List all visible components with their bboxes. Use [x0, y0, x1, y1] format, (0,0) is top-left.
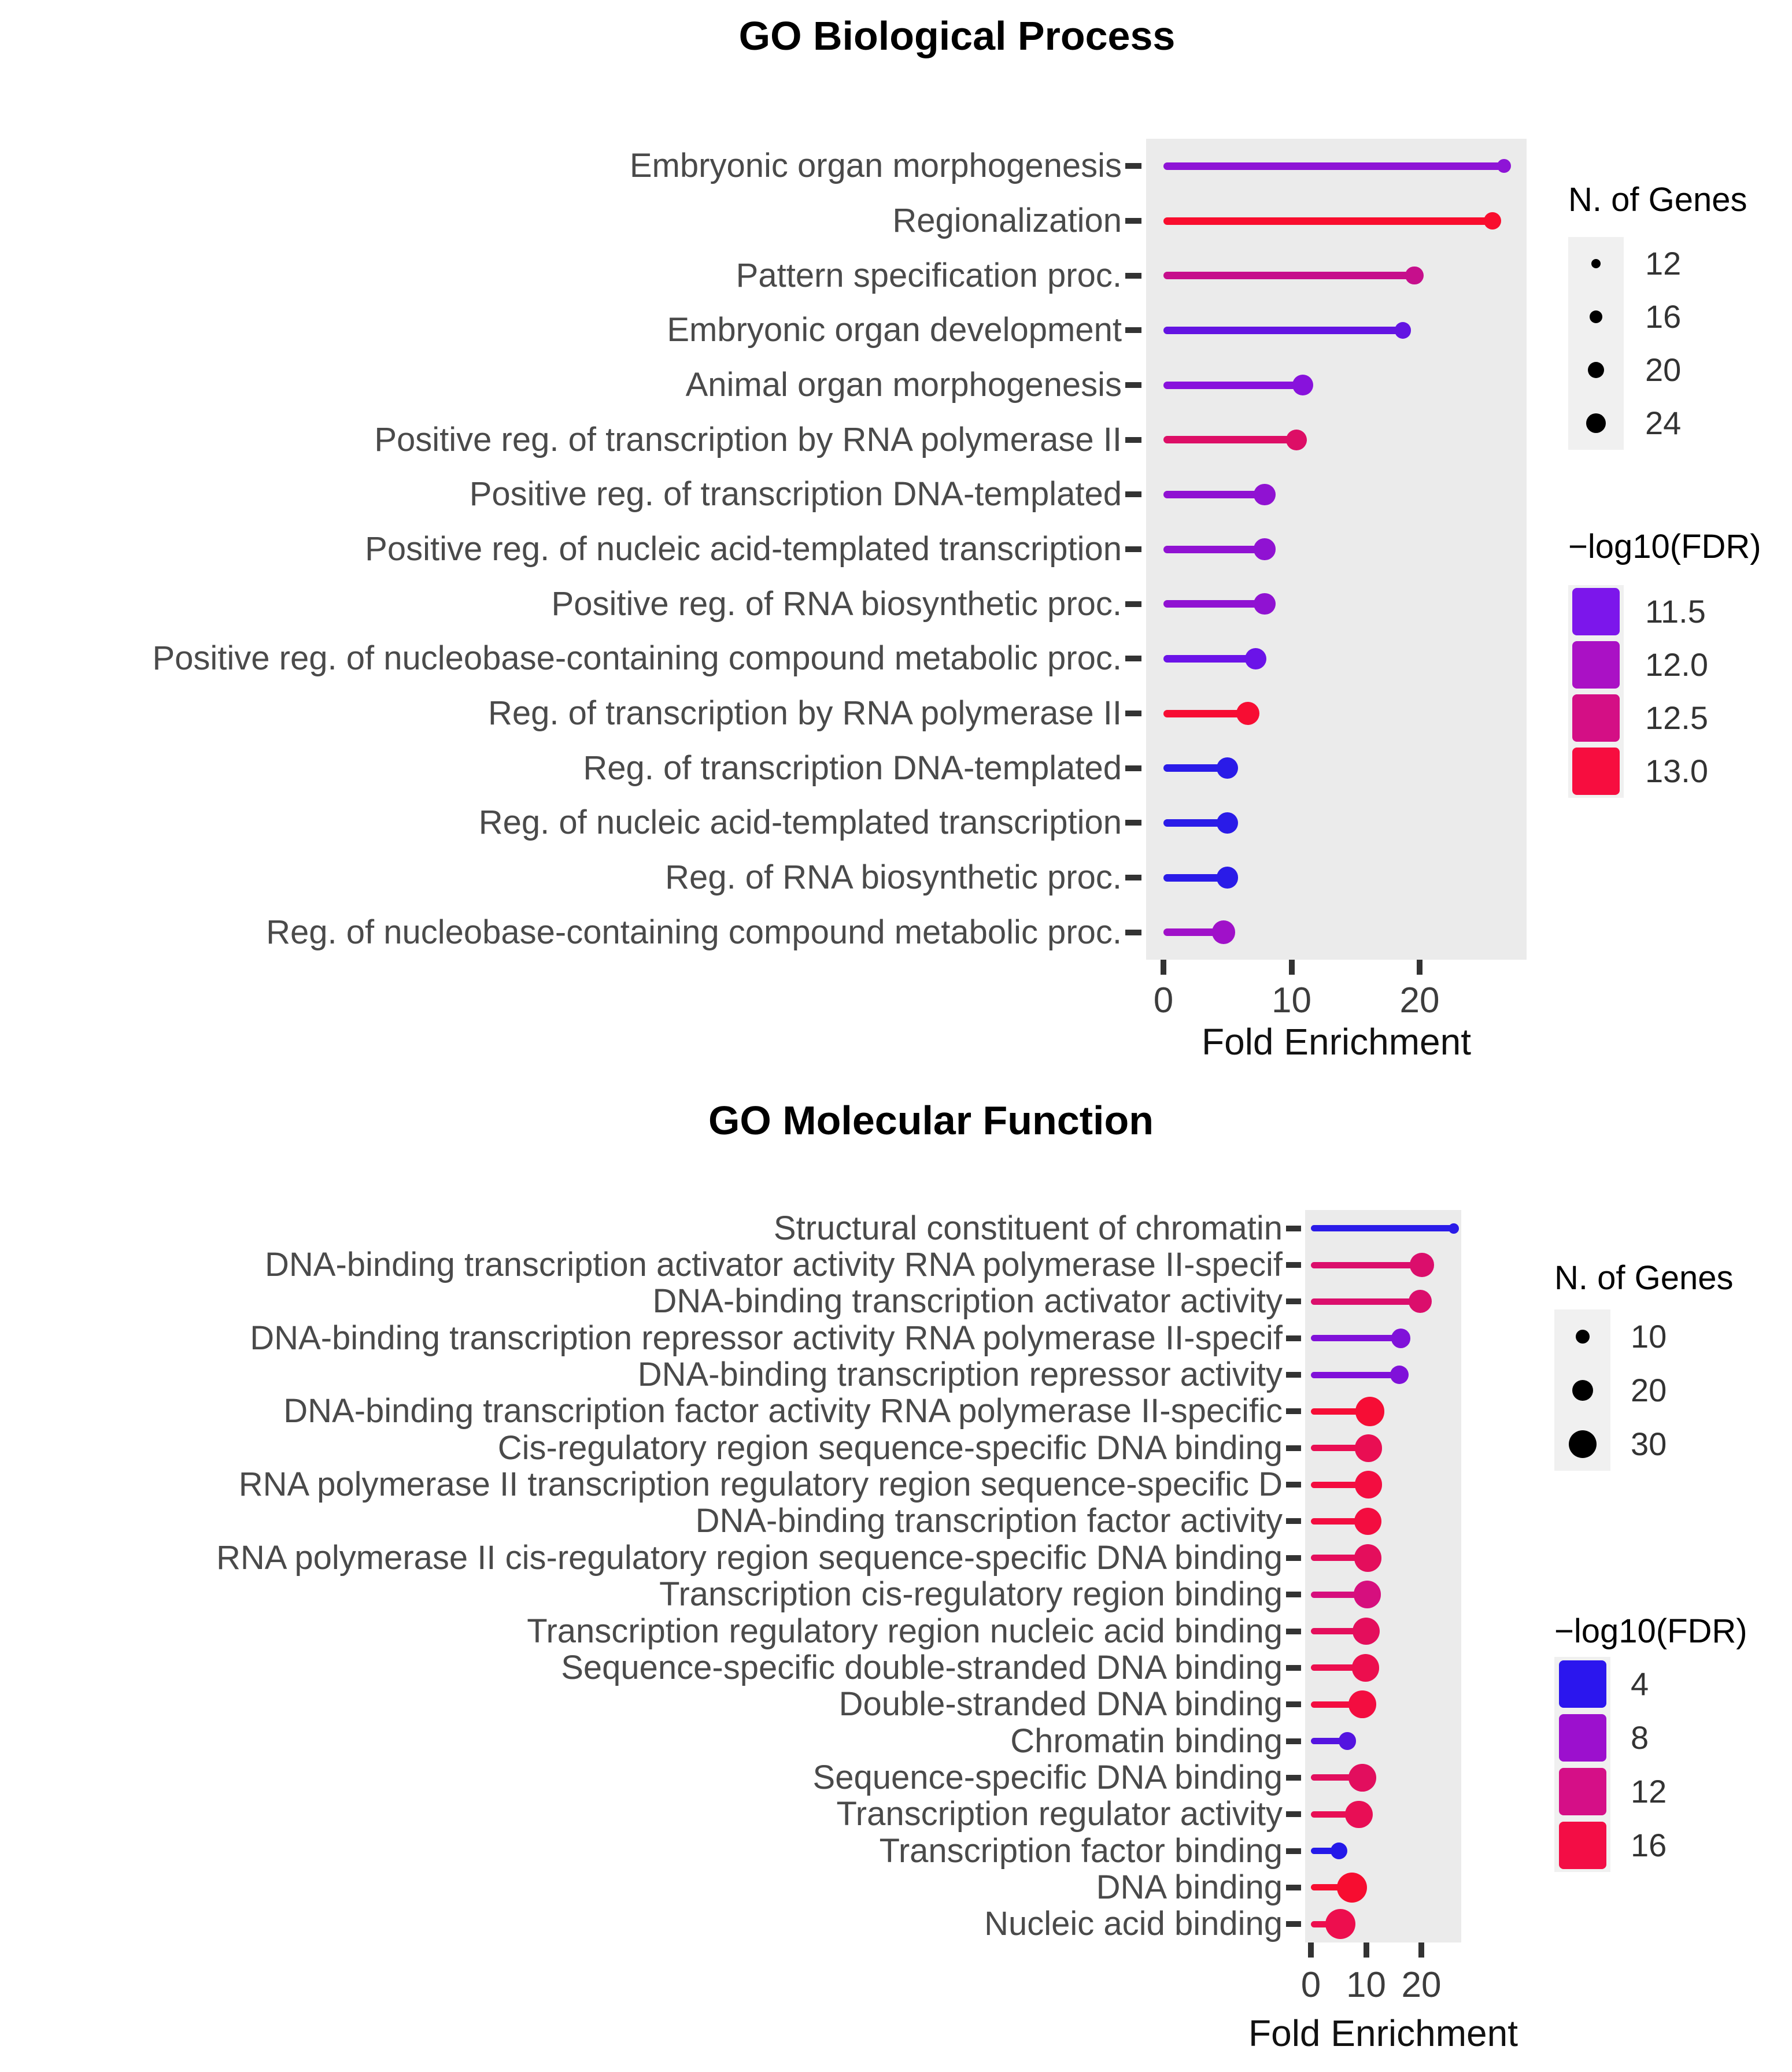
category-label: Chromatin binding — [1010, 1722, 1283, 1760]
lollipop-dot — [1355, 1471, 1383, 1498]
category-label: Structural constituent of chromatin — [773, 1209, 1283, 1247]
x-tick-mark — [1418, 1942, 1424, 1958]
color-legend-label: 8 — [1631, 1719, 1649, 1756]
size-legend-label: 16 — [1645, 298, 1682, 335]
color-legend-swatch — [1572, 748, 1620, 795]
lollipop-dot — [1286, 430, 1307, 450]
lollipop-dot — [1354, 1581, 1381, 1608]
category-label: DNA-binding transcription factor activity RNA polymerase II-specific — [283, 1392, 1283, 1430]
category-label: Regionalization — [892, 202, 1122, 239]
y-tick-mark — [1125, 382, 1141, 388]
lollipop-stick — [1163, 162, 1504, 170]
category-label: DNA-binding transcription factor activity — [695, 1502, 1283, 1540]
lollipop-dot — [1354, 1544, 1382, 1572]
size-legend-dot — [1572, 1380, 1593, 1401]
lollipop-stick — [1163, 655, 1255, 663]
lollipop-dot — [1254, 538, 1275, 560]
category-label: Positive reg. of nucleobase-containing compound metabolic proc. — [152, 639, 1122, 678]
y-tick-mark — [1125, 711, 1141, 716]
lollipop-dot — [1409, 1290, 1432, 1313]
color-legend-swatch — [1559, 1822, 1606, 1869]
x-tick-label: 0 — [1300, 1965, 1321, 2005]
y-tick-mark — [1125, 218, 1141, 224]
x-tick-mark — [1308, 1942, 1314, 1958]
y-tick-mark — [1125, 930, 1141, 935]
category-label: Sequence-specific DNA binding — [812, 1758, 1283, 1796]
lollipop-stick — [1163, 491, 1265, 498]
y-tick-mark — [1286, 1298, 1301, 1304]
color-legend-title: −log10(FDR) — [1554, 1612, 1747, 1650]
y-tick-mark — [1286, 1226, 1301, 1231]
y-tick-mark — [1286, 1811, 1301, 1817]
y-tick-mark — [1125, 656, 1141, 661]
lollipop-stick — [1163, 272, 1414, 279]
category-label: Transcription factor binding — [879, 1832, 1283, 1870]
color-legend-swatch — [1572, 588, 1620, 635]
size-legend-dot — [1588, 362, 1604, 378]
size-legend-title: N. of Genes — [1554, 1259, 1734, 1297]
lollipop-stick — [1163, 710, 1248, 717]
lollipop-dot — [1391, 1329, 1411, 1348]
lollipop-dot — [1339, 1732, 1357, 1750]
size-legend-label: 12 — [1645, 245, 1682, 282]
y-tick-mark — [1125, 601, 1141, 607]
lollipop-dot — [1212, 920, 1235, 944]
size-legend-dot — [1591, 259, 1601, 268]
color-legend-label: 12.5 — [1645, 700, 1708, 736]
category-label: Reg. of nucleobase-containing compound metabolic proc. — [266, 913, 1122, 951]
lollipop-stick — [1311, 1225, 1454, 1231]
y-tick-mark — [1286, 1445, 1301, 1451]
category-label: Positive reg. of nucleic acid-templated transcription — [365, 530, 1122, 568]
y-tick-mark — [1125, 765, 1141, 771]
x-tick-mark — [1289, 960, 1295, 975]
category-label: Double-stranded DNA binding — [838, 1685, 1283, 1723]
y-tick-mark — [1286, 1738, 1301, 1744]
size-legend-title: N. of Genes — [1568, 181, 1747, 219]
y-tick-mark — [1125, 875, 1141, 880]
chart-title: GO Molecular Function — [708, 1098, 1154, 1143]
x-tick-label: 10 — [1272, 980, 1311, 1020]
size-legend-dot — [1590, 310, 1602, 323]
lollipop-stick — [1163, 546, 1265, 553]
y-tick-mark — [1286, 1592, 1301, 1597]
lollipop-dot — [1390, 1366, 1409, 1384]
y-tick-mark — [1286, 1701, 1301, 1707]
size-legend-dot — [1576, 1330, 1590, 1344]
x-tick-mark — [1161, 960, 1166, 975]
category-label: RNA polymerase II cis-regulatory region sequence-specific DNA binding — [216, 1538, 1283, 1577]
category-label: Transcription regulator activity — [836, 1795, 1283, 1833]
lollipop-stick — [1163, 436, 1296, 443]
category-label: Transcription cis-regulatory region binding — [659, 1575, 1283, 1614]
y-tick-mark — [1125, 273, 1141, 279]
x-tick-label: 0 — [1153, 980, 1174, 1020]
x-tick-label: 20 — [1399, 980, 1440, 1020]
color-legend-label: 11.5 — [1645, 593, 1706, 630]
y-tick-mark — [1125, 437, 1141, 443]
category-label: Embryonic organ morphogenesis — [629, 147, 1122, 185]
lollipop-dot — [1355, 1434, 1383, 1462]
lollipop-stick — [1163, 600, 1265, 608]
y-tick-mark — [1286, 1775, 1301, 1781]
size-legend-label: 24 — [1645, 405, 1682, 441]
lollipop-dot — [1325, 1909, 1355, 1939]
category-label: DNA-binding transcription activator activity RNA polymerase II-specif — [265, 1246, 1283, 1284]
size-legend-label: 20 — [1645, 352, 1682, 388]
color-legend-swatch — [1559, 1768, 1606, 1815]
size-legend-label: 30 — [1631, 1425, 1667, 1462]
x-tick-label: 20 — [1401, 1965, 1442, 2005]
y-tick-mark — [1286, 1408, 1301, 1414]
lollipop-dot — [1348, 1690, 1376, 1718]
size-legend-label: 10 — [1631, 1318, 1667, 1355]
lollipop-stick — [1311, 1298, 1420, 1305]
category-label: DNA binding — [1096, 1868, 1283, 1906]
y-tick-mark — [1286, 1629, 1301, 1634]
category-label: RNA polymerase II transcription regulatory region sequence-specific D — [238, 1466, 1283, 1504]
lollipop-dot — [1405, 267, 1423, 284]
y-tick-mark — [1286, 1335, 1301, 1341]
y-tick-mark — [1286, 1555, 1301, 1561]
category-label: DNA-binding transcription repressor activity RNA polymerase II-specif — [250, 1319, 1283, 1357]
y-tick-mark — [1286, 1262, 1301, 1268]
lollipop-stick — [1163, 382, 1303, 389]
category-label: Embryonic organ development — [667, 311, 1122, 349]
category-label: Sequence-specific double-stranded DNA binding — [561, 1648, 1283, 1686]
lollipop-dot — [1348, 1764, 1376, 1792]
lollipop-dot — [1354, 1508, 1382, 1536]
y-tick-mark — [1125, 327, 1141, 333]
lollipop-dot — [1410, 1253, 1433, 1276]
lollipop-dot — [1484, 212, 1501, 230]
category-label: Reg. of transcription DNA-templated — [583, 749, 1122, 787]
category-label: Nucleic acid binding — [984, 1905, 1283, 1943]
color-legend-title: −log10(FDR) — [1568, 528, 1761, 565]
size-legend-dot — [1569, 1430, 1597, 1458]
x-tick-mark — [1364, 1942, 1369, 1958]
category-label: DNA-binding transcription repressor activity — [637, 1356, 1283, 1394]
y-tick-mark — [1286, 1482, 1301, 1488]
lollipop-dot — [1337, 1873, 1367, 1903]
category-label: Reg. of transcription by RNA polymerase II — [487, 694, 1122, 732]
color-legend-label: 12 — [1631, 1773, 1667, 1810]
lollipop-stick — [1311, 1372, 1399, 1378]
x-tick-label: 10 — [1346, 1965, 1386, 2005]
lollipop-dot — [1352, 1654, 1380, 1682]
category-label: Reg. of nucleic acid-templated transcription — [478, 804, 1122, 842]
color-legend-swatch — [1572, 694, 1620, 742]
lollipop-dot — [1254, 484, 1275, 505]
x-axis-title: Fold Enrichment — [1248, 2012, 1518, 2054]
y-tick-mark — [1286, 1372, 1301, 1378]
lollipop-dot — [1395, 322, 1411, 338]
y-tick-mark — [1125, 546, 1141, 552]
size-legend-label: 20 — [1631, 1371, 1667, 1408]
color-legend-label: 4 — [1631, 1665, 1649, 1702]
category-label: Positive reg. of transcription DNA-templated — [469, 475, 1122, 513]
color-legend-label: 13.0 — [1645, 753, 1708, 789]
y-tick-mark — [1286, 1885, 1301, 1890]
lollipop-dot — [1217, 867, 1238, 888]
x-tick-mark — [1417, 960, 1422, 975]
y-tick-mark — [1125, 491, 1141, 497]
chart-title: GO Biological Process — [738, 13, 1176, 58]
category-label: Pattern specification proc. — [736, 256, 1122, 294]
y-tick-mark — [1286, 1921, 1301, 1927]
category-label: Reg. of RNA biosynthetic proc. — [665, 859, 1122, 896]
lollipop-stick — [1163, 327, 1403, 334]
size-legend-dot — [1586, 413, 1606, 433]
category-label: Positive reg. of transcription by RNA polymerase II — [374, 420, 1122, 458]
plot-panel — [1305, 1210, 1461, 1942]
y-tick-mark — [1286, 1848, 1301, 1854]
color-legend-swatch — [1559, 1660, 1606, 1708]
lollipop-stick — [1311, 1335, 1401, 1341]
category-label: Cis-regulatory region sequence-specific DNA binding — [497, 1429, 1283, 1467]
lollipop-dot — [1345, 1801, 1373, 1829]
category-label: Positive reg. of RNA biosynthetic proc. — [551, 584, 1122, 623]
color-legend-swatch — [1559, 1714, 1606, 1762]
category-label: Transcription regulatory region nucleic acid binding — [527, 1612, 1283, 1650]
lollipop-dot — [1355, 1397, 1385, 1426]
color-legend-label: 16 — [1631, 1826, 1667, 1863]
lollipop-dot — [1254, 593, 1275, 615]
lollipop-stick — [1311, 1262, 1422, 1268]
color-legend-label: 12.0 — [1645, 646, 1708, 683]
category-label: DNA-binding transcription activator activity — [652, 1282, 1283, 1320]
lollipop-dot — [1245, 648, 1266, 669]
x-axis-title: Fold Enrichment — [1202, 1021, 1471, 1063]
y-tick-mark — [1286, 1665, 1301, 1671]
color-legend-swatch — [1572, 641, 1620, 689]
category-label: Animal organ morphogenesis — [685, 366, 1122, 404]
y-tick-mark — [1286, 1518, 1301, 1524]
y-tick-mark — [1125, 820, 1141, 826]
y-tick-mark — [1125, 163, 1141, 169]
lollipop-stick — [1163, 217, 1492, 225]
